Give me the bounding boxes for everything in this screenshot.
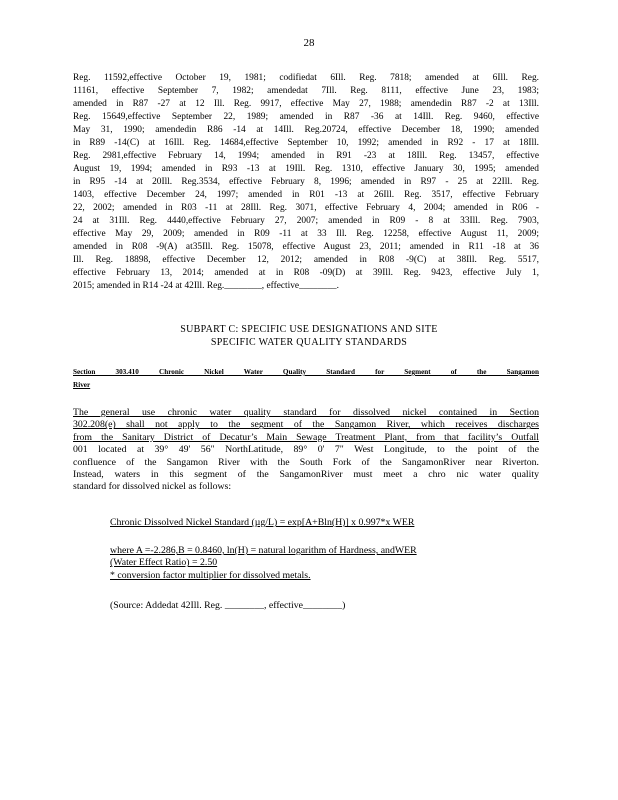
subpart-heading — [0, 323, 618, 349]
section-heading-line: Section 303.410 Chronic Nickel Water Quality Standard for Segment of the Sangamon — [73, 368, 539, 376]
body-line: from the Sanitary District of Decatur’s Main Sewage Treatment Plant, from that facility’s Outfall — [73, 431, 539, 443]
history-line: 2015; amended in R14 -24 at 42Ill. Reg.________, effective________. — [73, 281, 339, 291]
source-line: (Source: Addedat 42Ill. Reg. ________, effective________) — [110, 600, 346, 611]
history-line: amended in R87 -27 at 12 Ill. Reg. 9917, effective May 27, 1988; amendedin R87 -2 at 13Ill. — [73, 99, 539, 109]
section-body-paragraph — [73, 407, 539, 494]
subpart-heading-line: SUBPART C: SPECIFIC USE DESIGNATIONS AND SITE — [180, 324, 438, 335]
history-line: May 31, 1990; amendedin R86 -14 at 14Ill. Reg.20724, effective December 18, 1990; amended — [73, 125, 539, 135]
history-line: Reg. 11592,effective October 19, 1981; codifiedat 6Ill. Reg. 7818; amended at 6Ill. Reg. — [73, 73, 539, 83]
body-line: Instead, waters in this segment of the SangamonRiver must meet a chro nic water quality — [73, 469, 539, 481]
source-note — [110, 600, 510, 612]
history-line: Reg. 2981,effective February 14, 1994; amended in R91 -23 at 18Ill. Reg. 13457, effective — [73, 151, 539, 161]
history-line: Reg. 15649,effective September 22, 1989; amended in R87 -36 at 14Ill. Reg. 9460, effective — [73, 112, 539, 122]
definition-line: (Water Effect Ratio) = 2.50 — [110, 557, 218, 569]
body-line: 001 located at 39° 49' 56" NorthLatitude, 89° 0' 7" West Longitude, to the point of the — [73, 444, 539, 456]
nickel-standard-formula — [110, 517, 510, 529]
history-line: Ill. Reg. 18898, effective December 12, 2012; amended in R08 -9(C) at 38Ill. Reg. 5517, — [73, 255, 539, 265]
section-heading — [73, 366, 539, 392]
body-line: The general use chronic water quality standard for dissolved nickel contained in Section — [73, 407, 539, 418]
history-line: 1403, effective December 24, 1997; amended in R01 -13 at 26Ill. Reg. 3517, effective February — [73, 190, 539, 200]
history-line: 22, 2002; amended in R03 -11 at 28Ill. Reg. 3071, effective February 4, 2004; amended in R06 - — [73, 203, 539, 213]
history-line: 24 at 31Ill. Reg. 4440,effective February 27, 2007; amended in R09 - 8 at 33Ill. Reg. 7903, — [73, 216, 539, 226]
formula-line: Chronic Dissolved Nickel Standard (µg/L) = exp[A+Bln(H)] x 0.997*x WER — [110, 517, 415, 528]
history-line: amended in R08 -9(A) at35Ill. Reg. 15078, effective August 23, 2011; amended in R11 -18 at 36 — [73, 242, 539, 252]
history-line: August 19, 1994; amended in R93 -13 at 19Ill. Reg. 1310, effective January 30, 1995; amended — [73, 164, 539, 174]
history-line: 11161, effective September 7, 1982; amendedat 7Ill. Reg. 8111, effective June 23, 1983; — [73, 86, 539, 96]
history-line: effective May 29, 2009; amended in R09 -11 at 33 Ill. Reg. 12258, effective August 11, 2009; — [73, 229, 539, 239]
history-line: effective February 13, 2014; amended at in R08 -09(D) at 39Ill. Reg. 9423, effective July 1, — [73, 268, 539, 278]
body-line: 302.208(e) shall not apply to the segment of the Sangamon River, which receives discharges — [73, 419, 539, 431]
formula-definitions — [110, 545, 510, 582]
history-note — [73, 72, 539, 293]
definition-line: * conversion factor multiplier for dissolved metals. — [110, 569, 311, 581]
section-heading-line: River — [73, 381, 91, 389]
definition-line: where A =-2.286,B = 0.8460, ln(H) = natural logarithm of Hardness, andWER — [110, 545, 417, 556]
page-number: 28 — [303, 37, 315, 49]
history-line: in R89 -14(C) at 16Ill. Reg. 14684,effective September 10, 1992; amended in R92 - 17 at 18Ill. — [73, 138, 539, 148]
history-line: in R95 -14 at 20Ill. Reg.3534, effective February 8, 1996; amended in R97 - 25 at 22Ill. Reg. — [73, 177, 539, 187]
body-line: standard for dissolved nickel as follows: — [73, 481, 232, 493]
subpart-heading-line: SPECIFIC WATER QUALITY STANDARDS — [210, 337, 408, 348]
body-line: confluence of the Sangamon River with the South Fork of the SangamonRiver near Riverton. — [73, 456, 539, 468]
